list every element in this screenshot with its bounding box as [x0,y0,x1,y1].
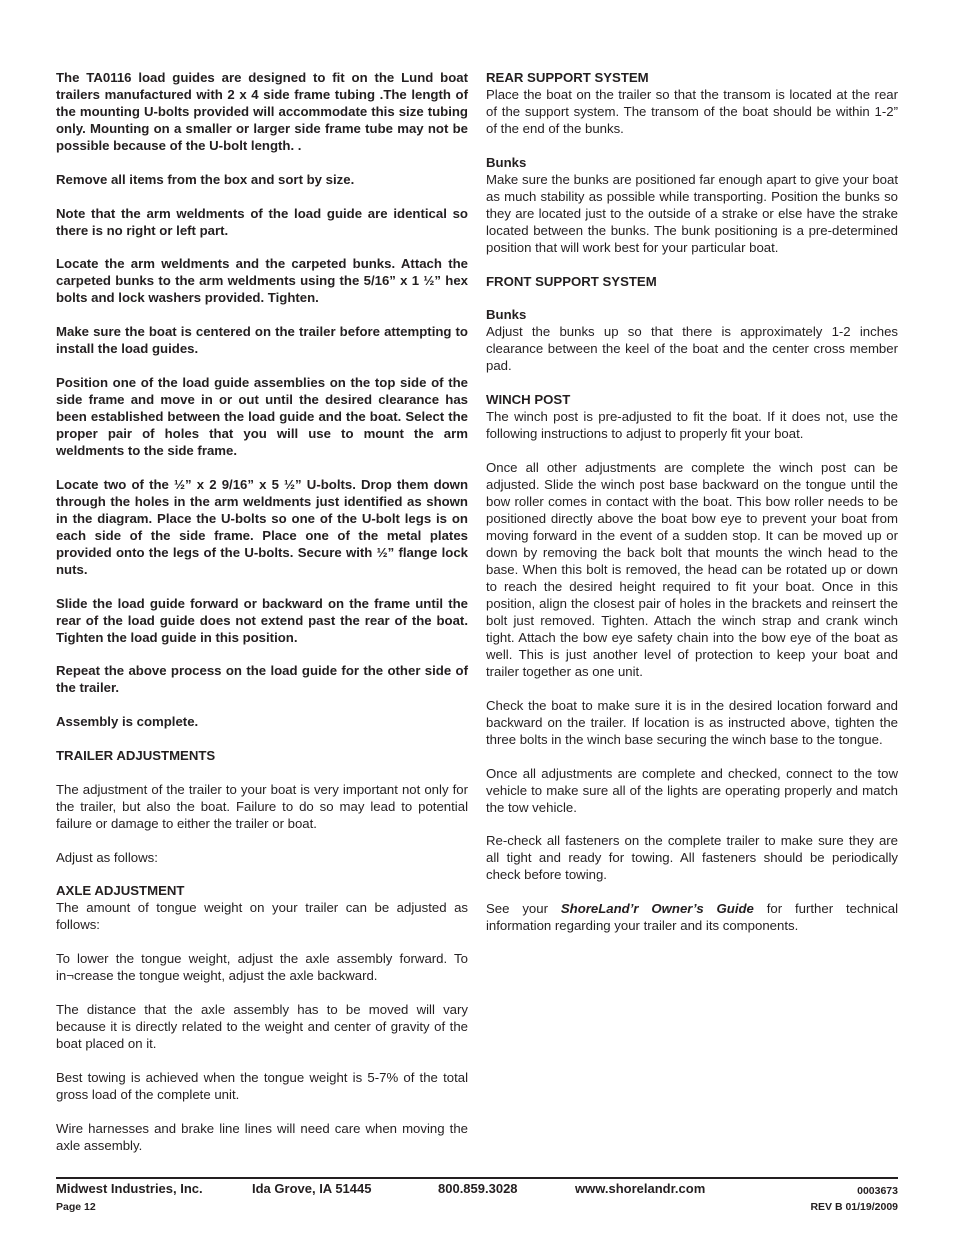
trailer-adjustment-intro: The adjustment of the trailer to your boat is very important not only for the trailer, but also the boat. Failure to do so may lead to potential failure or damage to either the trailer or boat. [56,781,468,831]
axle-adjustment-text: The amount of tongue weight on your trailer can be adjusted as follows: [56,900,468,933]
note-arm-weldments: Note that the arm weldments of the load guide are identical so there is no right or left part. [56,205,468,238]
step-u-bolts: Locate two of the ½” x 2 9/16” x 5 ½” U-bolts. Drop them down through the holes in the arm weldments just identified as shown in the diagram. Place the U-bolts so one of the U-bolt legs is on each side of the side frame. Place one of the metal plates provided onto the legs of the U-bolts. Secure with ½” flange lock nuts. [56,476,468,577]
winch-post-adjustment: Once all other adjustments are complete the winch post can be adjusted. Slide the winch post base backward on the tongue until the bow roller comes in contact with the boat. This bow roller needs to be positioned directly above the boat bow eye to prevent your boat from moving forward in the event of a sudden stop. It can be moved up or down by removing the back bolt that mounts the winch head to the base. When this bolt is removed, the head can be rotated up or down to reach the desired height required to fit your boat. Once in this position, align the closest pair of holes in the brackets and reinsert the bolt just removed. Tighten. Attach the winch strap and crank winch tight. Attach the bow eye safety chain into the bow eye of the boat as well. This is just another level of protection to keep your boat and trailer together as one unit. [486,459,898,679]
footer-rule [56,1177,898,1179]
assembly-complete: Assembly is complete. [56,714,199,730]
heading-trailer-adjustments: TRAILER ADJUSTMENTS [56,747,216,763]
footer-revision: REV B 01/19/2009 [810,1201,898,1213]
footer-company: Midwest Industries, Inc. [56,1181,203,1196]
right-column [486,69,898,951]
heading-bunks: Bunks [486,154,527,170]
tongue-weight-instructions: To lower the tongue weight, adjust the axle assembly forward. To in¬crease the tongue weight, adjust the axle backward. [56,951,468,984]
footer-website: www.shorelandr.com [575,1181,706,1196]
intro-paragraph: The TA0116 load guides are designed to fit on the Lund boat trailers manufactured with 2 x 4 side frame tubing .The length of the mounting U-bolts provided will accommodate this size tubing only. Mounting on a smaller or larger side frame tube may not be possible because of the U-bolt length. . [56,70,468,153]
winch-post-section [486,391,898,442]
heading-winch-post: WINCH POST [486,392,571,408]
step-slide-load-guide: Slide the load guide forward or backward on the frame until the rear of the load guide does not extend past the rear of the boat. Tighten the load guide in this position. [56,595,468,645]
left-column [56,69,468,1170]
axle-distance-note: The distance that the axle assembly has to be moved will vary because it is directly related to the weight and center of gravity of the boat placed on it. [56,1001,468,1051]
step-position-load-guide: Position one of the load guide assemblies on the top side of the side frame and move in or out until the desired clearance has been established between the load guide and the boat. Select the proper pair of holes that you will use to mount the arm weldments to the side frame. [56,374,468,458]
adjust-as-follows: Adjust as follows: [56,849,158,865]
heading-front-support-system: FRONT SUPPORT SYSTEM [486,273,657,289]
footer-phone: 800.859.3028 [438,1181,518,1196]
winch-post-text: The winch post is pre-adjusted to fit the boat. If it does not, use the following instructions to adjust to properly fit your boat. [486,409,898,442]
connect-tow-vehicle: Once all adjustments are complete and checked, connect to the tow vehicle to make sure all of the lights are operating properly and match the tow vehicle. [486,765,898,815]
footer-page-number: Page 12 [56,1201,96,1213]
step-attach-bunks: Locate the arm weldments and the carpeted bunks. Attach the carpeted bunks to the arm weldments using the 5/16” x 1 ½” hex bolts and lock washers provided. Tighten. [56,256,468,306]
owners-guide-title: ShoreLand’r Owner’s Guide [560,901,754,917]
axle-adjustment-section [56,882,468,933]
wire-harness-note: Wire harnesses and brake line lines will need care when moving the axle assembly. [56,1120,468,1153]
step-center-boat: Make sure the boat is centered on the trailer before attempting to install the load guides. [56,324,468,357]
owners-guide-pre: See your [486,901,561,917]
owners-guide-reference [486,900,898,934]
owners-guide-post: for further technical information regarding your trailer and its components. [486,901,899,934]
recheck-fasteners: Re-check all fasteners on the complete trailer to make sure they are all tight and ready for towing. All fasteners should be periodically check before towing. [486,833,898,883]
heading-axle-adjustment: AXLE ADJUSTMENT [56,883,185,899]
heading-rear-support-system: REAR SUPPORT SYSTEM [486,70,649,85]
footer-city: Ida Grove, IA 51445 [252,1181,372,1196]
footer-part-number: 0003673 [857,1185,898,1197]
step-repeat: Repeat the above process on the load guide for the other side of the trailer. [56,663,468,696]
front-bunks-section [486,306,898,374]
heading-bunks-front: Bunks [486,307,527,323]
front-bunks-text: Adjust the bunks up so that there is approximately 1-2 inches clearance between the keel of the boat and the center cross member pad. [486,324,898,374]
rear-support-text: Place the boat on the trailer so that the transom is located at the rear of the support system. The transom of the boat should be within 1-2” of the end of the bunks. [486,87,898,136]
step-remove-items: Remove all items from the box and sort by size. [56,171,355,187]
rear-bunks-section [486,154,898,256]
rear-support-section [486,69,898,137]
rear-bunks-text: Make sure the bunks are positioned far enough apart to give your boat as much stability as possible while transporting. Position the bunks so they are located just to the outside of a strake or else have the strake located between the bunks. The bunk positioning is a pre-determined position that will work best for your particular boat. [486,171,898,255]
check-boat-location: Check the boat to make sure it is in the desired location forward and backward on the trailer. If location is as instructed above, tighten the three bolts in the winch base securing the winch base to the tongue. [486,697,898,747]
best-towing-note: Best towing is achieved when the tongue weight is 5-7% of the total gross load of the complete unit. [56,1069,468,1102]
